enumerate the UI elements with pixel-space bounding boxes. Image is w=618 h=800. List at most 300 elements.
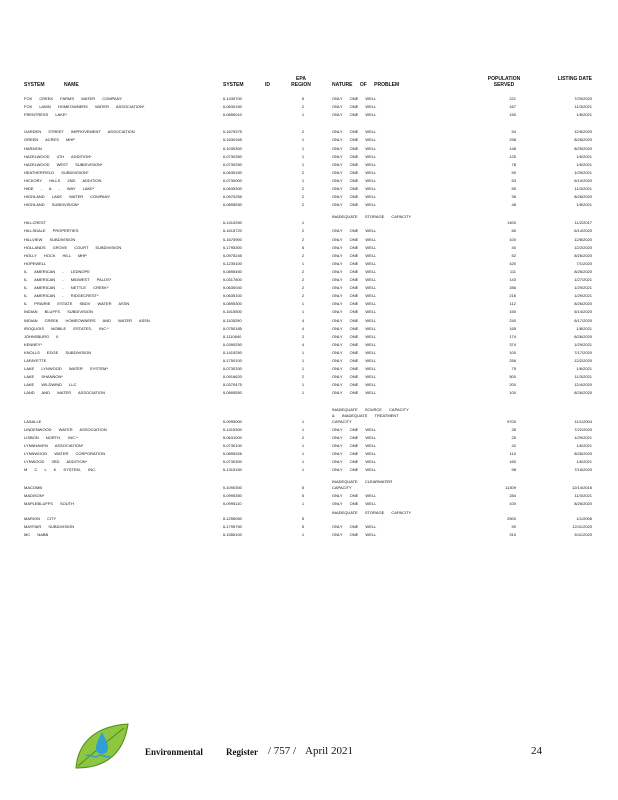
epa-region-cell: 1	[301, 358, 305, 363]
listing-date-cell: 11/3/2021	[574, 493, 592, 499]
population-cell: 500	[509, 374, 516, 380]
epa-region-cell: 2	[301, 194, 305, 200]
system-name-cell: IL AMERICAN - RIDGECREST*	[24, 293, 99, 299]
nature-of-problem-cell: ONLY ONE WELL	[332, 459, 377, 464]
system-id-cell: IL1675900	[223, 236, 242, 242]
system-name-cell: M C L K SYSTEM, INC.	[24, 467, 97, 473]
system-name-cell: LAKE WILDWIND LLC	[24, 382, 77, 388]
listing-date-cell: 1/6/2021	[576, 153, 592, 159]
system-name-cell: MC NABB	[24, 531, 49, 537]
system-id-cell: IL1675375	[223, 129, 242, 135]
system-id-cell: IL0630150	[223, 104, 242, 110]
epa-region-cell: 1	[301, 112, 305, 118]
system-name-cell: JOHNSBURG II	[24, 333, 59, 339]
nature-of-problem-cell: ONLY ONE WELL	[332, 277, 377, 282]
system-id-cell: IL0895450	[223, 268, 242, 274]
epa-region-cell: 5	[301, 244, 305, 250]
system-name-cell: LAKE SHANNON*	[24, 374, 63, 380]
nature-of-problem-cell: ONLY ONE WELL	[332, 285, 377, 291]
nature-of-problem-cell: ONLY ONE WELL	[332, 317, 377, 323]
nature-of-problem-cell: ONLY ONE WELL	[332, 531, 377, 537]
nature-of-problem-cell: ONLY ONE WELL	[332, 194, 377, 200]
table-row	[0, 96, 618, 102]
system-id-cell: IL1415300	[223, 426, 242, 432]
table-row	[0, 129, 618, 135]
system-name-cell: HOLLY HOCK HILL MHP	[24, 252, 87, 258]
population-cell: 160	[509, 459, 516, 464]
system-name-cell: HIGHLAND SUBDIVISION*	[24, 202, 80, 208]
system-id-cell: IL0317800	[223, 277, 242, 282]
nature-of-problem-cell: ONLY ONE WELL	[332, 145, 377, 151]
nature-of-problem-cell: ONLY ONE WELL	[332, 177, 377, 183]
nature-of-problem-cell: ONLY ONE WELL	[332, 442, 377, 448]
population-cell: 100	[509, 390, 516, 396]
population-cell: 100	[509, 349, 516, 355]
nature-of-problem-cell: ONLY ONE WELL	[332, 137, 377, 143]
epa-region-cell: 1	[301, 309, 305, 315]
epa-region-cell: 1	[301, 366, 305, 372]
system-name-cell: GREEN ACRES MHP	[24, 137, 75, 143]
table-row	[0, 293, 618, 299]
system-id-cell: IL1090300	[223, 485, 242, 491]
epa-region-cell: 1	[301, 459, 305, 464]
population-cell: 310	[509, 531, 516, 537]
population-cell: 1400	[507, 220, 516, 226]
epa-region-cell: 1	[301, 450, 305, 456]
population-cell: 90	[511, 169, 516, 175]
listing-date-cell: 8/26/2020	[574, 268, 592, 274]
listing-date-cell: 12/4/2020	[574, 382, 592, 388]
system-name-cell: IROQUOIS MOBILE ESTATES, INC.*	[24, 325, 109, 331]
nature-of-problem-cell: ONLY ONE WELL	[332, 325, 377, 331]
nature-of-problem-cell: ONLY ONE WELL	[332, 169, 377, 175]
table-row	[0, 245, 618, 251]
listing-date-cell: 1/8/2021	[576, 202, 592, 208]
listing-date-cell: 1/6/2021	[576, 442, 592, 448]
epa-region-cell: 1	[301, 349, 305, 355]
table-row	[0, 269, 618, 275]
listing-date-cell: 11/3/2021	[574, 374, 592, 380]
epa-region-cell: 2	[301, 374, 305, 380]
system-name-cell: MADISON*	[24, 493, 45, 499]
table-row	[0, 467, 618, 473]
system-name-cell: LASALLE	[24, 418, 42, 424]
table-row	[0, 451, 618, 457]
population-cell: 35	[511, 426, 516, 432]
header-system-id: SYSTEM ID	[223, 82, 270, 88]
population-cell: 221	[509, 96, 516, 101]
table-row	[0, 326, 618, 332]
system-id-cell: IL0850010	[223, 112, 242, 118]
table-row	[0, 382, 618, 388]
population-cell: 78	[511, 161, 516, 167]
system-name-cell: FOX CREEK FARMS WATER COMPANY	[24, 96, 123, 101]
nature-of-problem-cell: ONLY ONE WELL	[332, 434, 377, 440]
table-row	[0, 532, 618, 538]
population-cell: 420	[509, 260, 516, 266]
listing-date-cell: 11/3/2021	[574, 186, 592, 191]
listing-date-cell: 8/26/2020	[574, 333, 592, 339]
system-name-cell: IL AMERICAN - MIDWEST PALOS*	[24, 277, 112, 282]
listing-date-cell: 8/26/2020	[574, 450, 592, 456]
system-id-cell: IL0895530	[223, 202, 242, 208]
listing-date-cell: 1/8/2021	[576, 325, 592, 331]
table-row	[0, 459, 618, 465]
system-id-cell: IL0635300	[223, 186, 242, 191]
table-row	[0, 261, 618, 267]
system-name-cell: LAKE LYNWOOD WATER SYSTEM*	[24, 366, 108, 372]
system-name-cell: INDIAN CREEK HOMEOWNERS AND WATER ASSN	[24, 317, 150, 323]
epa-region-cell: 2	[301, 285, 305, 291]
table-row	[0, 435, 618, 441]
population-cell: 9700	[507, 418, 516, 424]
table-row	[0, 194, 618, 200]
nature-of-problem-cell: ONLY ONE WELL	[332, 153, 377, 159]
system-id-cell: IL0916620	[223, 374, 242, 380]
population-cell: 200	[509, 382, 516, 388]
system-name-cell: IL AMERICAN - NETTLE CREEK*	[24, 285, 109, 291]
listing-date-cell: 12/8/2020	[574, 129, 592, 135]
system-id-cell: IL0730250	[223, 161, 242, 167]
listing-date-cell: 12/2/2020	[574, 244, 592, 250]
population-cell: 148	[509, 145, 516, 151]
listing-date-cell: 1/29/2021	[574, 341, 592, 347]
population-cell: 54	[511, 129, 516, 135]
listing-date-cell: 8/25/2020	[574, 145, 592, 151]
table-row	[0, 342, 618, 348]
table-row	[0, 318, 618, 324]
nature-of-problem-cell: ONLY ONE WELL	[332, 96, 377, 101]
system-id-cell: IL0730350	[223, 153, 242, 159]
nature-of-problem-cell: ONLY ONE WELL	[332, 358, 377, 363]
population-cell: 75	[511, 366, 516, 372]
population-cell: 167	[509, 104, 516, 110]
epa-region-cell: 1	[301, 418, 305, 424]
nature-of-problem-cell: INADEQUATE SOURCE CAPACITY & INADEQUATE TREATMENT CAPACITY	[332, 406, 409, 424]
nature-of-problem-cell: ONLY ONE WELL	[332, 493, 377, 499]
nature-of-problem-cell: ONLY ONE WELL	[332, 228, 377, 234]
epa-region-cell: 2	[301, 293, 305, 299]
population-cell: 125	[509, 153, 516, 159]
population-cell: 286	[509, 285, 516, 291]
system-id-cell: IL0730000	[223, 177, 242, 183]
listing-date-cell: 12/8/2020	[574, 236, 592, 242]
listing-date-cell: 8/26/2020	[574, 194, 592, 200]
system-id-cell: IL0995000	[223, 418, 242, 424]
listing-date-cell: 1/8/2021	[576, 112, 592, 118]
system-name-cell: HOLLANDS GROVE COURT SUBDIVISION	[24, 244, 122, 250]
table-row	[0, 170, 618, 176]
nature-of-problem-cell: ONLY ONE WELL	[332, 161, 377, 167]
population-cell: 110	[509, 450, 516, 456]
system-id-cell: IL0970255	[223, 194, 242, 200]
listing-date-cell: 1/6/2021	[576, 459, 592, 464]
epa-region-cell: 2	[301, 252, 305, 258]
system-id-cell: IL0635100	[223, 293, 242, 299]
table-row	[0, 443, 618, 449]
epa-region-cell: 5	[301, 523, 305, 529]
population-cell: 143	[509, 277, 516, 282]
population-cell: 11309	[505, 485, 516, 491]
system-name-cell: HAZELWOOD 4TH ADDITION*	[24, 153, 92, 159]
listing-date-cell: 7/17/2020	[574, 349, 592, 355]
table-row	[0, 427, 618, 433]
listing-date-cell: 1/29/2021	[574, 293, 592, 299]
table-row	[0, 493, 618, 499]
population-cell: 40	[511, 244, 516, 250]
footer-publication: Environmental	[145, 747, 203, 757]
system-name-cell: LYNNHAVEN ASSOCIATION*	[24, 442, 84, 448]
population-cell: 25	[511, 434, 516, 440]
system-name-cell: IL PRAIRIE ESTATE SBDV WATER ASSN	[24, 301, 130, 307]
nature-of-problem-cell: INADEQUATE STORAGE CAPACITY	[332, 214, 412, 220]
listing-date-cell: 7/29/2020	[574, 96, 592, 101]
population-cell: 36	[511, 194, 516, 200]
epa-region-cell: 5	[301, 515, 305, 521]
listing-date-cell: 8/26/2020	[574, 390, 592, 396]
footer-page-number: 24	[531, 745, 542, 757]
population-cell: 100	[509, 236, 516, 242]
population-cell: 2500	[507, 515, 516, 521]
nature-of-problem-cell: INADEQUATE STORAGE CAPACITY	[332, 509, 412, 515]
system-id-cell: IL0750185	[223, 325, 242, 331]
nature-of-problem-cell: ONLY ONE WELL	[332, 186, 377, 191]
epa-region-cell: 2	[301, 268, 305, 274]
table-row	[0, 104, 618, 110]
system-name-cell: LAND AND WATER ASSOCIATION	[24, 390, 106, 396]
population-cell: 298	[509, 137, 516, 143]
table-row	[0, 374, 618, 380]
table-row	[0, 112, 618, 118]
system-name-cell: HAZELWOOD WEST SUBDIVISION*	[24, 161, 103, 167]
population-cell: 53	[511, 177, 516, 183]
population-cell: 150	[509, 309, 516, 315]
system-id-cell: IL0390250	[223, 341, 242, 347]
system-name-cell: LYNNWOOD WATER CORPORATION	[24, 450, 105, 456]
system-name-cell: FRENTRESS LAKE*	[24, 112, 68, 118]
population-cell: 111	[509, 268, 516, 274]
population-cell: 174	[509, 333, 516, 339]
epa-region-cell: 1	[301, 467, 305, 473]
population-cell: 256	[509, 358, 516, 363]
population-cell: 284	[509, 493, 516, 499]
system-id-cell: IL1105290	[223, 317, 242, 323]
epa-region-cell: 2	[301, 333, 305, 339]
nature-of-problem-cell: ONLY ONE WELL	[332, 202, 377, 208]
table-row	[0, 253, 618, 259]
system-name-cell: LAFAYETTE	[24, 358, 47, 363]
population-cell: 216	[509, 293, 516, 299]
table-row	[0, 524, 618, 530]
system-id-cell: IL1255050	[223, 515, 242, 521]
nature-of-problem-cell: ONLY ONE WELL	[332, 129, 377, 135]
listing-date-cell: 11/2/2017	[574, 220, 592, 226]
nature-of-problem-cell: ONLY ONE WELL	[332, 301, 377, 307]
system-name-cell: HIGHLAND LAKE WATER COMPANY	[24, 194, 111, 200]
system-id-cell: IL1235100	[223, 260, 242, 266]
listing-date-cell: 8/26/2020	[574, 137, 592, 143]
table-row	[0, 358, 618, 364]
epa-region-cell: 2	[301, 277, 305, 282]
listing-date-cell: 1/29/2021	[574, 434, 592, 440]
listing-date-cell: 1/27/2021	[574, 277, 592, 282]
system-name-cell: HARMON	[24, 145, 42, 151]
system-id-cell: IL1795750	[223, 523, 242, 529]
epa-region-cell: 1	[301, 501, 305, 507]
listing-date-cell: 1/1/2006	[576, 515, 592, 521]
population-cell: 374	[509, 341, 516, 347]
epa-region-cell: 2	[301, 434, 305, 440]
listing-date-cell: 12/2/2020	[574, 358, 592, 363]
epa-region-cell: 1	[301, 137, 305, 143]
nature-of-problem-cell: ONLY ONE WELL	[332, 501, 377, 507]
system-id-cell: IL0895550	[223, 390, 242, 396]
system-id-cell: IL0895326	[223, 450, 242, 456]
table-row	[0, 186, 618, 192]
listing-date-cell: 1/6/2021	[576, 161, 592, 167]
epa-region-cell: 1	[301, 220, 305, 226]
table-row	[0, 390, 618, 396]
population-cell: 150	[509, 112, 516, 118]
epa-region-cell: 2	[301, 236, 305, 242]
system-id-cell: IL0730330	[223, 366, 242, 372]
epa-region-cell: 4	[301, 341, 305, 347]
system-id-cell: IL1110640	[223, 333, 242, 339]
epa-region-cell: 1	[301, 177, 305, 183]
system-name-cell: MARION CITY	[24, 515, 57, 521]
nature-of-problem-cell: INADEQUATE CLEARWATER CAPACITY	[332, 479, 393, 491]
system-id-cell: IL0975245	[223, 252, 242, 258]
system-id-cell: IL0995110	[223, 501, 242, 507]
system-id-cell: IL0631000	[223, 434, 242, 440]
population-cell: 98	[511, 467, 516, 473]
nature-of-problem-cell: ONLY ONE WELL	[332, 333, 377, 339]
system-id-cell: IL1315150	[223, 467, 242, 473]
header-system-name: SYSTEM NAME	[24, 82, 79, 88]
listing-date-cell: 7/16/2020	[574, 467, 592, 473]
listing-date-cell: 11/3/2021	[574, 104, 592, 110]
table-row	[0, 309, 618, 315]
population-cell: 42	[511, 442, 516, 448]
nature-of-problem-cell: ONLY ONE WELL	[332, 349, 377, 355]
epa-region-cell: 1	[301, 382, 305, 388]
nature-of-problem-cell: ONLY ONE WELL	[332, 244, 377, 250]
population-cell: 48	[511, 202, 516, 208]
table-row	[0, 285, 618, 291]
table-row	[0, 154, 618, 160]
system-id-cell: IL0995350	[223, 493, 242, 499]
table-row	[0, 162, 618, 168]
table-row	[0, 350, 618, 356]
epa-region-cell: 1	[301, 260, 305, 266]
epa-region-cell: 1	[301, 145, 305, 151]
epa-region-cell: 4	[301, 325, 305, 331]
nature-of-problem-cell: ONLY ONE WELL	[332, 374, 377, 380]
listing-date-cell: 1/29/2021	[574, 285, 592, 291]
system-id-cell: IL0630040	[223, 285, 242, 291]
population-cell: 240	[509, 317, 516, 323]
listing-date-cell: 1/29/2021	[574, 169, 592, 175]
system-id-cell: IL1415250	[223, 349, 242, 355]
system-id-cell: IL1410250	[223, 220, 242, 226]
system-name-cell: IL AMERICAN - LEDNOPE	[24, 268, 90, 274]
table-row	[0, 202, 618, 208]
system-name-cell: HILLVIEW SUBDIVISION	[24, 236, 76, 242]
listing-date-cell: 12/14/2016	[571, 485, 592, 491]
table-row	[0, 146, 618, 152]
nature-of-problem-cell: ONLY ONE WELL	[332, 104, 377, 110]
system-id-cell: IL0635150	[223, 169, 242, 175]
nature-of-problem-cell: ONLY ONE WELL	[332, 293, 377, 299]
system-name-cell: MACOMB	[24, 485, 42, 491]
header-epa-region: EPA REGION	[291, 76, 311, 88]
listing-date-cell: 8/26/2020	[574, 252, 592, 258]
system-name-cell: HOPEWELL	[24, 260, 47, 266]
epa-region-cell: 1	[301, 442, 305, 448]
epa-region-cell: 2	[301, 186, 305, 191]
table-row	[0, 214, 618, 226]
system-id-cell: IL1615720	[223, 228, 242, 234]
system-name-cell: HIDE - A - WAY LAKE*	[24, 186, 95, 191]
system-name-cell: LISBON NORTH, INC.*	[24, 434, 78, 440]
system-name-cell: FOX LAWN HOMEOWNERS WATER ASSOCIATION*	[24, 104, 145, 110]
nature-of-problem-cell: ONLY ONE WELL	[332, 467, 377, 473]
system-id-cell: IL0730100	[223, 442, 242, 448]
nature-of-problem-cell: ONLY ONE WELL	[332, 341, 377, 347]
epa-region-cell: 2	[301, 169, 305, 175]
population-cell: 112	[509, 301, 516, 307]
epa-region-cell: 5	[301, 485, 305, 491]
footer-issue: / 757 /	[268, 745, 297, 757]
system-name-cell: HICKORY HILLS 2ND ADDITION	[24, 177, 102, 183]
epa-region-cell: 2	[301, 228, 305, 234]
listing-date-cell: 11/1/2004	[574, 418, 592, 424]
table-row	[0, 501, 618, 507]
table-row	[0, 366, 618, 372]
nature-of-problem-cell: ONLY ONE WELL	[332, 523, 377, 529]
nature-of-problem-cell: ONLY ONE WELL	[332, 268, 377, 274]
listing-date-cell: 7/1/2020	[576, 260, 592, 266]
system-id-cell: IL0730300	[223, 459, 242, 464]
system-id-cell: IL1555100	[223, 531, 242, 537]
system-name-cell: LYNWOOD 3RD ADDITION*	[24, 459, 88, 464]
epa-region-cell: 1	[301, 153, 305, 159]
system-id-cell: IL0895300	[223, 301, 242, 307]
epa-region-cell: 5	[301, 96, 305, 101]
table-row	[0, 479, 618, 491]
system-id-cell: IL1795300	[223, 244, 242, 250]
nature-of-problem-cell: ONLY ONE WELL	[332, 112, 377, 118]
population-cell: 90	[511, 523, 516, 529]
header-population-served: POPULATION SERVED	[487, 76, 521, 88]
system-name-cell: MAPLEBLUFFS SOUTH	[24, 501, 75, 507]
listing-date-cell: 6/17/2020	[574, 317, 592, 323]
table-row	[0, 137, 618, 143]
listing-date-cell: 1/6/2021	[576, 366, 592, 372]
table-row	[0, 228, 618, 234]
system-name-cell: KNOLLS EDGE SUBDIVISION	[24, 349, 92, 355]
header-nature-of-problem: NATURE OF PROBLEM	[332, 82, 400, 88]
system-id-cell: IL0370475	[223, 382, 242, 388]
system-id-cell: IL1630165	[223, 137, 242, 143]
population-cell: 52	[511, 252, 516, 258]
system-name-cell: INDIAN BLUFFS SUBDIVISION	[24, 309, 93, 315]
table-row	[0, 334, 618, 340]
nature-of-problem-cell: ONLY ONE WELL	[332, 426, 377, 432]
nature-of-problem-cell: ONLY ONE WELL	[332, 236, 377, 242]
epa-region-cell: 5	[301, 493, 305, 499]
epa-region-cell: 4	[301, 317, 305, 323]
